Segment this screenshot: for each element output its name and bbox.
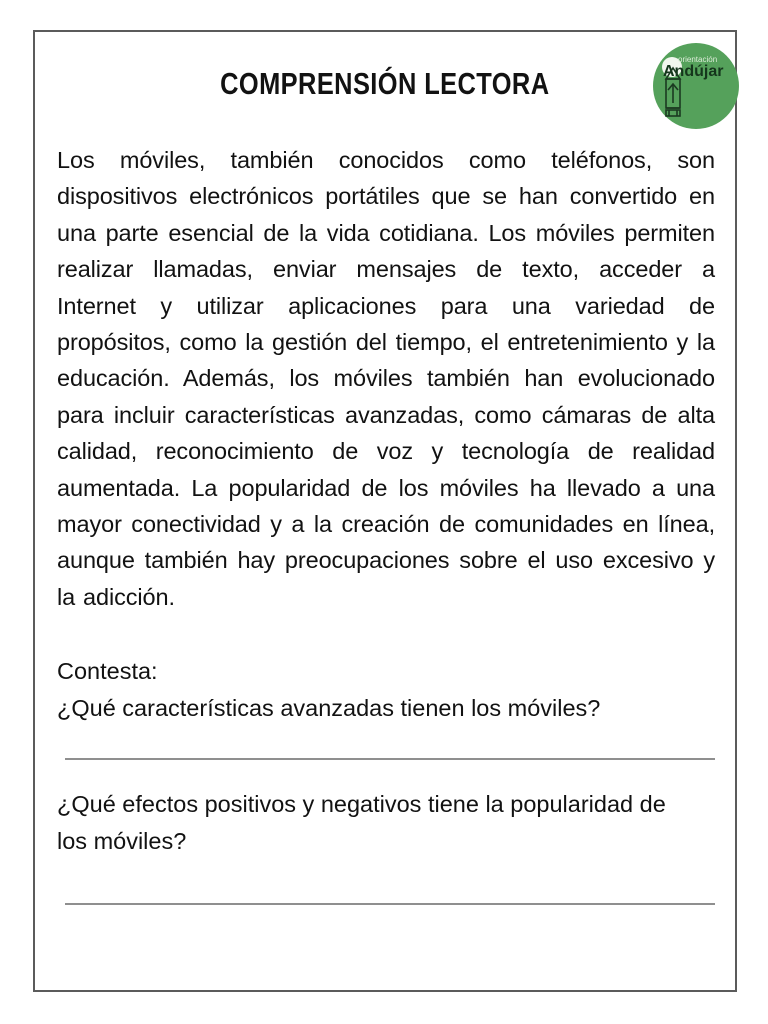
page-title-text: COMPRENSIÓN LECTORA <box>220 66 550 101</box>
answer-prompt-label: Contesta: <box>57 658 158 684</box>
page-border-frame <box>33 30 737 992</box>
brand-name-bottom: Andújar <box>663 63 724 80</box>
answer-line-1[interactable] <box>65 758 715 760</box>
question-1: ¿Qué características avanzadas tienen los móviles? <box>57 695 601 721</box>
brand-logo <box>653 43 739 129</box>
page-title <box>35 66 735 102</box>
brand-name-top: orientación <box>678 55 718 64</box>
answer-section <box>57 653 715 727</box>
question-2: ¿Qué efectos positivos y negativos tiene la popularidad de los móviles? <box>57 791 666 854</box>
reading-passage: Los móviles, también conocidos como teléfonos, son dispositivos electrónicos portátiles que se han convertido en una parte esencial de la vida cotidiana. Los móviles permiten realizar llamadas, enviar mensajes de texto, acceder a Internet y utilizar aplicaciones para una variedad de propósitos, como la gestión del tiempo, el entretenimiento y la educación. Además, los móviles también han evolucionado para incluir características avanzadas, como cámaras de alta calidad, reconocimiento de voz y tecnología de realidad aumentada. La popularidad de los móviles ha llevado a una mayor conectividad y a la creación de comunidades en línea, aunque también hay preocupaciones sobre el uso excesivo y la adicción. <box>57 147 715 610</box>
answer-line-2[interactable] <box>65 903 715 905</box>
